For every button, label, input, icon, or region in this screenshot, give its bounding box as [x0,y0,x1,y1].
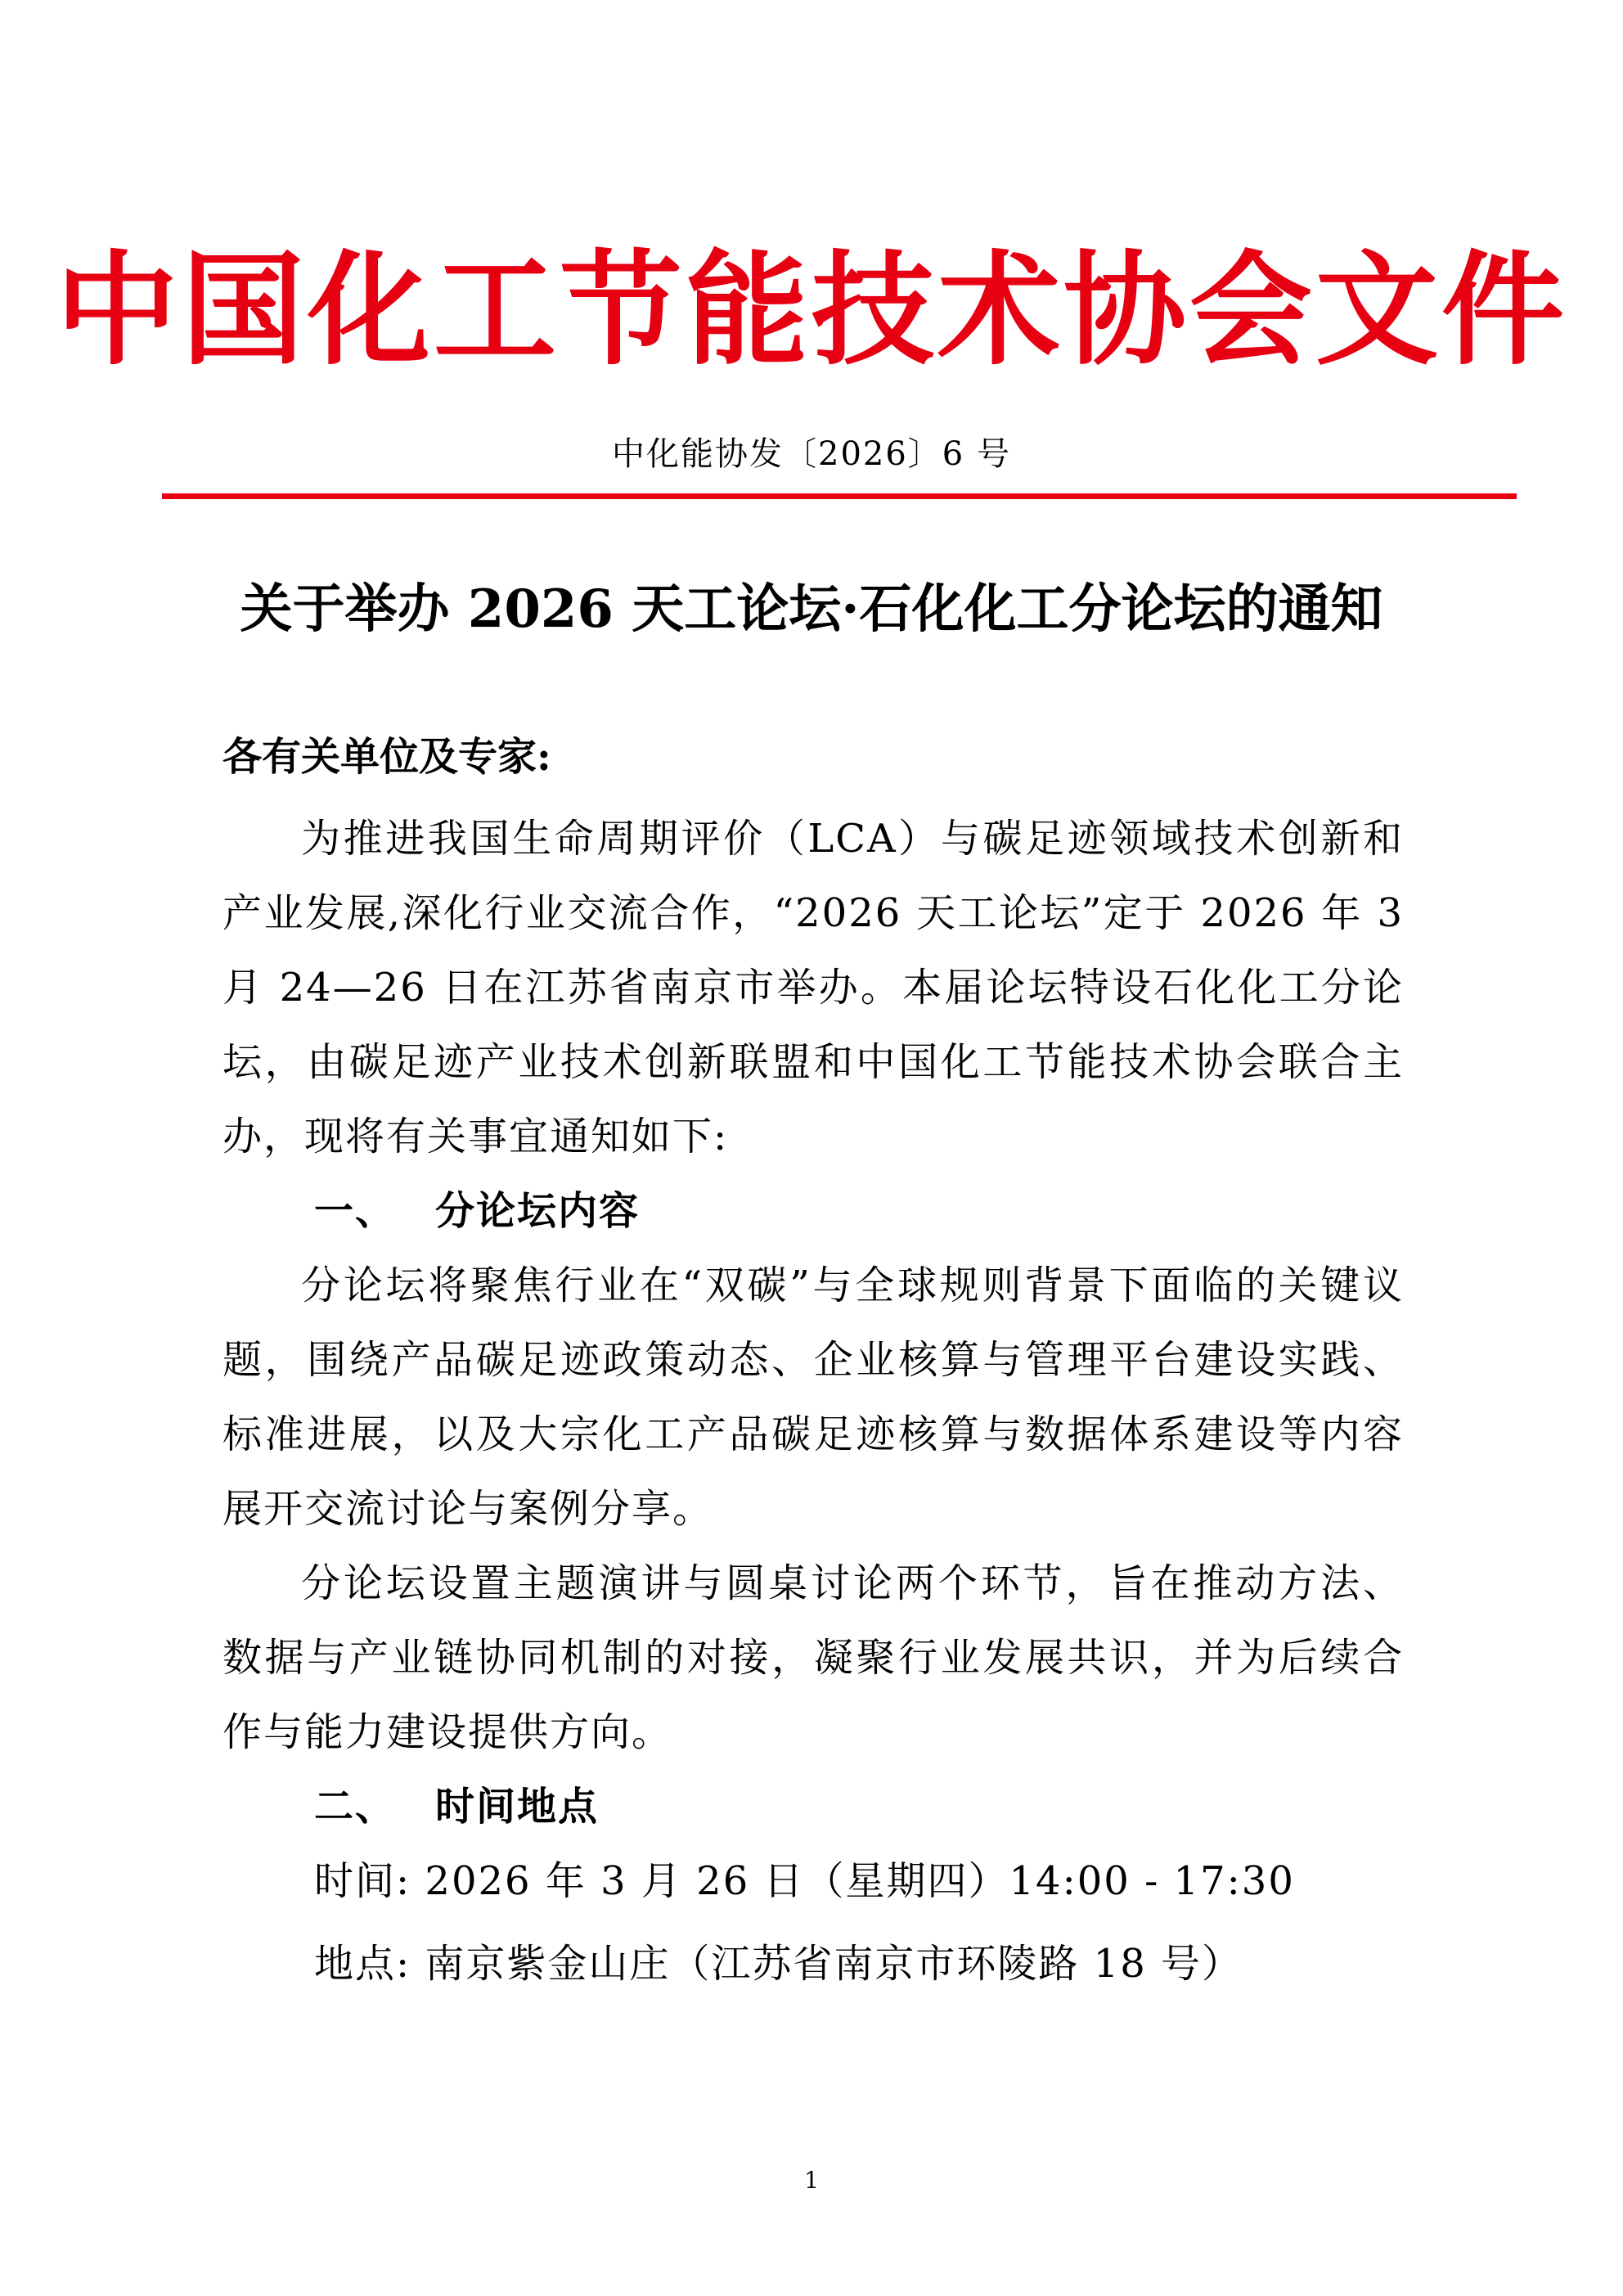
section-paragraph: 分论坛将聚焦行业在“双碳”与全球规则背景下面临的关键议题，围绕产品碳足迹政策动态、企业核算与管理平台建设实践、标准进展，以及大宗化工产品碳足迹核算与数据体系建设等内容展开交流讨论与案例分享。 [223,1263,1404,1532]
section-heading-text: 时间地点 [435,1784,600,1830]
section-paragraph: 分论坛设置主题演讲与圆桌讨论两个环节，旨在推动方法、数据与产业链协同机制的对接，凝聚行业发展共识，并为后续合作与能力建设提供方向。 [223,1560,1404,1755]
section-heading-content [223,1174,1404,1249]
section-heading-text: 分论坛内容 [435,1188,641,1234]
notice-title: 关于举办 2026 天工论坛·石化化工分论坛的通知 [240,579,1383,640]
section-heading-time-location [223,1770,1404,1844]
page-number: 1 [804,2167,819,2194]
section-number: 一、 [314,1188,397,1234]
notice-body [223,802,1404,2001]
red-divider-line [162,493,1517,499]
event-time: 时间: 2026 年 3 月 26 日（星期四）14:00 - 17:30 [314,1858,1295,1904]
document-number: 中化能协发〔2026〕6 号 [612,435,1011,473]
event-location: 地点: 南京紫金山庄（江苏省南京市环陵路 18 号） [314,1941,1243,1987]
intro-paragraph: 为推进我国生命周期评价（LCA）与碳足迹领域技术创新和产业发展,深化行业交流合作，“2026 天工论坛”定于 2026 年 3 月 24—26 日在江苏省南京市举办。本届论坛特设石化化工分论坛，由碳足迹产业技术创新联盟和中国化工节能技术协会联合主办，现将有关事宜通知如下: [223,816,1404,1159]
salutation: 各有关单位及专家: [223,734,551,780]
masthead-title: 中国化工节能技术协会文件 [55,240,1567,382]
section-number: 二、 [314,1784,397,1830]
